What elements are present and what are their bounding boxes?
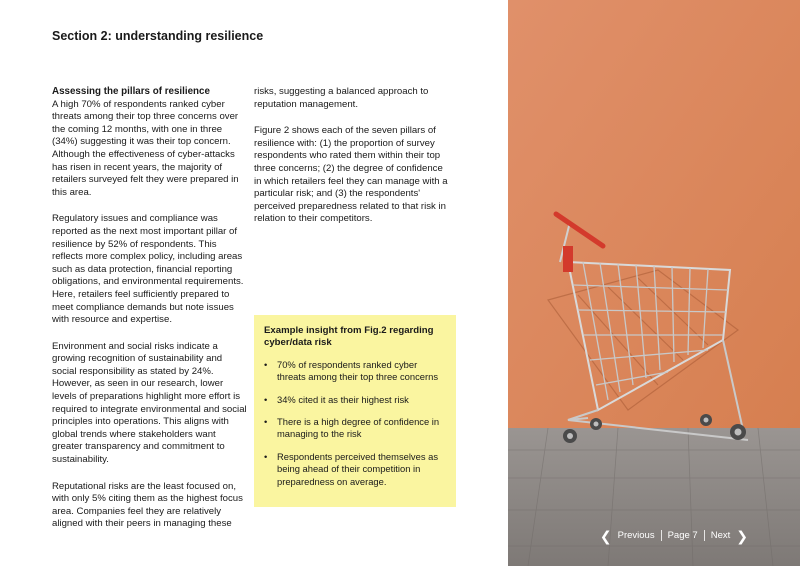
page-indicator: Page 7	[667, 530, 698, 541]
paragraph: Reputational risks are the least focused on, with only 5% citing them as the highest focus area. Companies feel they are relatively aligned with their peers in managing these	[52, 480, 243, 530]
previous-button[interactable]	[599, 527, 655, 544]
section-title: Section 2: understanding resilience	[52, 29, 264, 43]
insight-box	[254, 315, 456, 507]
insight-title: Example insight from Fig.2 regarding cyber/data risk	[264, 325, 434, 349]
chevron-right-icon: ❯	[736, 527, 748, 544]
chevron-left-icon: ❮	[599, 527, 612, 544]
next-label: Next	[710, 530, 731, 541]
shopping-cart-illustration	[508, 0, 800, 566]
insight-bullet: • 34% cited it as their highest risk	[264, 394, 446, 406]
subsection-heading: Assessing the pillars of resilience	[52, 86, 210, 97]
wall	[508, 0, 800, 428]
page-navigation	[599, 527, 748, 544]
text-column-left	[52, 86, 247, 545]
insight-bullet: • Respondents perceived themselves as being ahead of their competition in preparedness on average.	[264, 451, 446, 488]
paragraph: risks, suggesting a balanced approach to reputation management.	[254, 86, 429, 110]
paragraph: Environment and social risks indicate a growing recognition of sustainability and social responsibility as stated by 24%. However, as seen in our research, lower levels of preparations highlight more effort is required to integrate environmental and social principles into operations. This aligns with global trends where stakeholders want greater transparency and commitment to sustainability.	[52, 340, 247, 466]
divider	[661, 530, 662, 541]
floor	[508, 428, 800, 566]
paragraph: A high 70% of respondents ranked cyber threats among their top three concerns over the coming 12 months, with one in three (34%) suggesting it was their top concern. Although the effectiveness of cyber-attacks has risen in recent years, the majority of retailers surveyed felt they were prepared in this area.	[52, 98, 239, 198]
paragraph: Figure 2 shows each of the seven pillars of resilience with: (1) the proportion of survey respondents who rated them within their top three concerns; (2) the degree of confidence in which retailers feel they can manage with a particular risk; and (3) the respondents' perceived preparedness related to that risk in relation to their competitors.	[254, 125, 448, 225]
paragraph: Regulatory issues and compliance was reported as the next most important pillar of resilience by 52% of respondents. This reflects more complex policy, including areas such as data protection, financial reporting obligations, and environmental requirements. Here, retailers feel sufficiently prepared to meet compliance demands but note issues with resource and expertise.	[52, 213, 244, 326]
next-button[interactable]	[710, 527, 748, 544]
shopping-cart-photo	[508, 0, 800, 566]
text-column-right	[254, 86, 449, 240]
insight-bullet: • 70% of respondents ranked cyber threats among their top three concerns	[264, 359, 446, 384]
insight-bullet: • There is a high degree of confidence in managing to the risk	[264, 416, 446, 441]
insight-list	[264, 359, 446, 488]
previous-label: Previous	[617, 530, 655, 541]
divider	[704, 530, 705, 541]
